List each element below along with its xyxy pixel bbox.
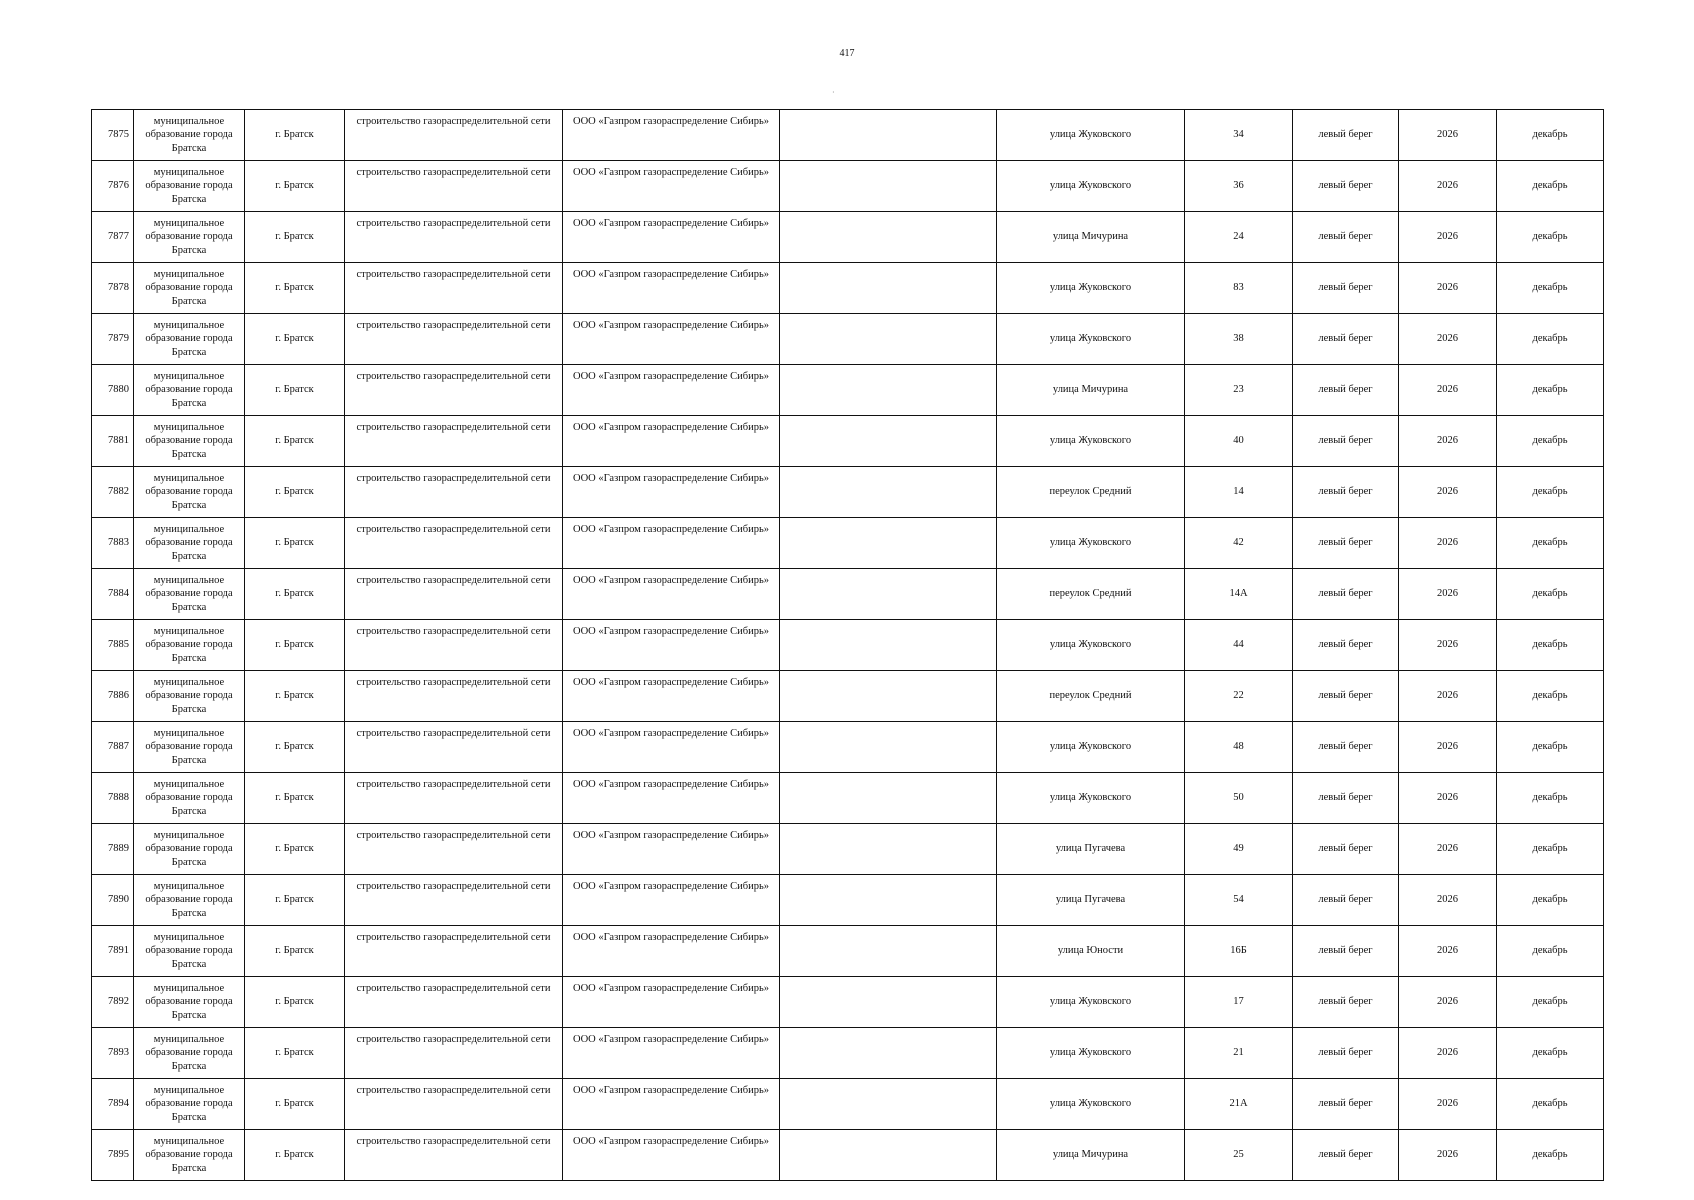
- work-type-cell: строительство газораспределительной сети: [345, 1079, 563, 1130]
- organization-cell: ООО «Газпром газораспределение Сибирь»: [563, 212, 780, 263]
- row-number-cell: 7886: [92, 671, 134, 722]
- work-type-cell: строительство газораспределительной сети: [345, 773, 563, 824]
- municipality-cell: муниципальное образование города Братска: [134, 263, 245, 314]
- year-cell: 2026: [1399, 1079, 1497, 1130]
- year-cell: 2026: [1399, 773, 1497, 824]
- month-cell: декабрь: [1497, 416, 1604, 467]
- row-number-cell: 7885: [92, 620, 134, 671]
- year-cell: 2026: [1399, 314, 1497, 365]
- city-cell: г. Братск: [245, 824, 345, 875]
- municipality-cell: муниципальное образование города Братска: [134, 722, 245, 773]
- street-cell: улица Жуковского: [997, 773, 1185, 824]
- registry-table: [91, 109, 1604, 1181]
- month-cell: декабрь: [1497, 1079, 1604, 1130]
- organization-cell: ООО «Газпром газораспределение Сибирь»: [563, 263, 780, 314]
- city-cell: г. Братск: [245, 977, 345, 1028]
- scan-mark: ·: [832, 88, 835, 97]
- row-number-cell: 7877: [92, 212, 134, 263]
- house-number-cell: 40: [1185, 416, 1293, 467]
- row-number-cell: 7879: [92, 314, 134, 365]
- empty-cell: [780, 773, 997, 824]
- year-cell: 2026: [1399, 518, 1497, 569]
- municipality-cell: муниципальное образование города Братска: [134, 314, 245, 365]
- table-row: [92, 926, 1604, 977]
- street-cell: улица Мичурина: [997, 212, 1185, 263]
- table-row: [92, 620, 1604, 671]
- city-cell: г. Братск: [245, 722, 345, 773]
- empty-cell: [780, 875, 997, 926]
- street-cell: улица Мичурина: [997, 365, 1185, 416]
- year-cell: 2026: [1399, 1028, 1497, 1079]
- organization-cell: ООО «Газпром газораспределение Сибирь»: [563, 1028, 780, 1079]
- municipality-cell: муниципальное образование города Братска: [134, 518, 245, 569]
- municipality-cell: муниципальное образование города Братска: [134, 569, 245, 620]
- house-number-cell: 22: [1185, 671, 1293, 722]
- table-row: [92, 416, 1604, 467]
- empty-cell: [780, 671, 997, 722]
- street-cell: улица Жуковского: [997, 1028, 1185, 1079]
- street-cell: улица Жуковского: [997, 722, 1185, 773]
- table-row: [92, 518, 1604, 569]
- table-row: [92, 1028, 1604, 1079]
- work-type-cell: строительство газораспределительной сети: [345, 620, 563, 671]
- year-cell: 2026: [1399, 365, 1497, 416]
- city-cell: г. Братск: [245, 365, 345, 416]
- river-bank-cell: левый берег: [1293, 518, 1399, 569]
- street-cell: улица Жуковского: [997, 518, 1185, 569]
- empty-cell: [780, 1130, 997, 1181]
- row-number-cell: 7894: [92, 1079, 134, 1130]
- row-number-cell: 7887: [92, 722, 134, 773]
- work-type-cell: строительство газораспределительной сети: [345, 875, 563, 926]
- table-row: [92, 1130, 1604, 1181]
- city-cell: г. Братск: [245, 1130, 345, 1181]
- river-bank-cell: левый берег: [1293, 110, 1399, 161]
- organization-cell: ООО «Газпром газораспределение Сибирь»: [563, 824, 780, 875]
- river-bank-cell: левый берег: [1293, 1130, 1399, 1181]
- year-cell: 2026: [1399, 926, 1497, 977]
- organization-cell: ООО «Газпром газораспределение Сибирь»: [563, 1079, 780, 1130]
- work-type-cell: строительство газораспределительной сети: [345, 161, 563, 212]
- month-cell: декабрь: [1497, 824, 1604, 875]
- empty-cell: [780, 110, 997, 161]
- year-cell: 2026: [1399, 1130, 1497, 1181]
- house-number-cell: 44: [1185, 620, 1293, 671]
- city-cell: г. Братск: [245, 671, 345, 722]
- street-cell: улица Жуковского: [997, 977, 1185, 1028]
- year-cell: 2026: [1399, 671, 1497, 722]
- month-cell: декабрь: [1497, 263, 1604, 314]
- river-bank-cell: левый берег: [1293, 467, 1399, 518]
- city-cell: г. Братск: [245, 263, 345, 314]
- house-number-cell: 24: [1185, 212, 1293, 263]
- municipality-cell: муниципальное образование города Братска: [134, 1130, 245, 1181]
- row-number-cell: 7890: [92, 875, 134, 926]
- river-bank-cell: левый берег: [1293, 977, 1399, 1028]
- river-bank-cell: левый берег: [1293, 824, 1399, 875]
- house-number-cell: 83: [1185, 263, 1293, 314]
- table-row: [92, 824, 1604, 875]
- municipality-cell: муниципальное образование города Братска: [134, 926, 245, 977]
- row-number-cell: 7881: [92, 416, 134, 467]
- river-bank-cell: левый берег: [1293, 416, 1399, 467]
- street-cell: улица Пугачева: [997, 875, 1185, 926]
- house-number-cell: 38: [1185, 314, 1293, 365]
- city-cell: г. Братск: [245, 875, 345, 926]
- river-bank-cell: левый берег: [1293, 875, 1399, 926]
- month-cell: декабрь: [1497, 161, 1604, 212]
- empty-cell: [780, 161, 997, 212]
- month-cell: декабрь: [1497, 314, 1604, 365]
- row-number-cell: 7891: [92, 926, 134, 977]
- year-cell: 2026: [1399, 161, 1497, 212]
- street-cell: улица Жуковского: [997, 161, 1185, 212]
- street-cell: переулок Средний: [997, 569, 1185, 620]
- empty-cell: [780, 569, 997, 620]
- organization-cell: ООО «Газпром газораспределение Сибирь»: [563, 722, 780, 773]
- month-cell: декабрь: [1497, 1028, 1604, 1079]
- organization-cell: ООО «Газпром газораспределение Сибирь»: [563, 416, 780, 467]
- table-row: [92, 977, 1604, 1028]
- city-cell: г. Братск: [245, 518, 345, 569]
- month-cell: декабрь: [1497, 977, 1604, 1028]
- row-number-cell: 7876: [92, 161, 134, 212]
- street-cell: переулок Средний: [997, 671, 1185, 722]
- municipality-cell: муниципальное образование города Братска: [134, 620, 245, 671]
- empty-cell: [780, 977, 997, 1028]
- table-row: [92, 467, 1604, 518]
- city-cell: г. Братск: [245, 161, 345, 212]
- year-cell: 2026: [1399, 263, 1497, 314]
- table-row: [92, 110, 1604, 161]
- table-row: [92, 722, 1604, 773]
- table-row: [92, 671, 1604, 722]
- month-cell: декабрь: [1497, 467, 1604, 518]
- row-number-cell: 7875: [92, 110, 134, 161]
- work-type-cell: строительство газораспределительной сети: [345, 569, 563, 620]
- table-row: [92, 773, 1604, 824]
- river-bank-cell: левый берег: [1293, 773, 1399, 824]
- month-cell: декабрь: [1497, 875, 1604, 926]
- river-bank-cell: левый берег: [1293, 314, 1399, 365]
- row-number-cell: 7883: [92, 518, 134, 569]
- month-cell: декабрь: [1497, 722, 1604, 773]
- city-cell: г. Братск: [245, 467, 345, 518]
- street-cell: улица Жуковского: [997, 263, 1185, 314]
- empty-cell: [780, 416, 997, 467]
- year-cell: 2026: [1399, 824, 1497, 875]
- river-bank-cell: левый берег: [1293, 161, 1399, 212]
- city-cell: г. Братск: [245, 416, 345, 467]
- house-number-cell: 21: [1185, 1028, 1293, 1079]
- month-cell: декабрь: [1497, 365, 1604, 416]
- house-number-cell: 36: [1185, 161, 1293, 212]
- street-cell: улица Мичурина: [997, 1130, 1185, 1181]
- work-type-cell: строительство газораспределительной сети: [345, 1028, 563, 1079]
- street-cell: улица Жуковского: [997, 416, 1185, 467]
- work-type-cell: строительство газораспределительной сети: [345, 212, 563, 263]
- house-number-cell: 49: [1185, 824, 1293, 875]
- city-cell: г. Братск: [245, 926, 345, 977]
- work-type-cell: строительство газораспределительной сети: [345, 314, 563, 365]
- municipality-cell: муниципальное образование города Братска: [134, 1028, 245, 1079]
- municipality-cell: муниципальное образование города Братска: [134, 1079, 245, 1130]
- month-cell: декабрь: [1497, 773, 1604, 824]
- municipality-cell: муниципальное образование города Братска: [134, 773, 245, 824]
- street-cell: улица Пугачева: [997, 824, 1185, 875]
- organization-cell: ООО «Газпром газораспределение Сибирь»: [563, 314, 780, 365]
- municipality-cell: муниципальное образование города Братска: [134, 824, 245, 875]
- empty-cell: [780, 1028, 997, 1079]
- work-type-cell: строительство газораспределительной сети: [345, 365, 563, 416]
- work-type-cell: строительство газораспределительной сети: [345, 110, 563, 161]
- organization-cell: ООО «Газпром газораспределение Сибирь»: [563, 977, 780, 1028]
- table-row: [92, 263, 1604, 314]
- table-row: [92, 569, 1604, 620]
- table-row: [92, 1079, 1604, 1130]
- organization-cell: ООО «Газпром газораспределение Сибирь»: [563, 620, 780, 671]
- work-type-cell: строительство газораспределительной сети: [345, 263, 563, 314]
- organization-cell: ООО «Газпром газораспределение Сибирь»: [563, 875, 780, 926]
- empty-cell: [780, 467, 997, 518]
- river-bank-cell: левый берег: [1293, 365, 1399, 416]
- empty-cell: [780, 620, 997, 671]
- organization-cell: ООО «Газпром газораспределение Сибирь»: [563, 110, 780, 161]
- year-cell: 2026: [1399, 416, 1497, 467]
- row-number-cell: 7884: [92, 569, 134, 620]
- river-bank-cell: левый берег: [1293, 263, 1399, 314]
- month-cell: декабрь: [1497, 212, 1604, 263]
- organization-cell: ООО «Газпром газораспределение Сибирь»: [563, 518, 780, 569]
- row-number-cell: 7892: [92, 977, 134, 1028]
- work-type-cell: строительство газораспределительной сети: [345, 824, 563, 875]
- house-number-cell: 25: [1185, 1130, 1293, 1181]
- river-bank-cell: левый берег: [1293, 926, 1399, 977]
- year-cell: 2026: [1399, 977, 1497, 1028]
- organization-cell: ООО «Газпром газораспределение Сибирь»: [563, 671, 780, 722]
- city-cell: г. Братск: [245, 773, 345, 824]
- organization-cell: ООО «Газпром газораспределение Сибирь»: [563, 773, 780, 824]
- month-cell: декабрь: [1497, 569, 1604, 620]
- month-cell: декабрь: [1497, 1130, 1604, 1181]
- organization-cell: ООО «Газпром газораспределение Сибирь»: [563, 467, 780, 518]
- organization-cell: ООО «Газпром газораспределение Сибирь»: [563, 569, 780, 620]
- row-number-cell: 7880: [92, 365, 134, 416]
- river-bank-cell: левый берег: [1293, 1079, 1399, 1130]
- house-number-cell: 54: [1185, 875, 1293, 926]
- row-number-cell: 7888: [92, 773, 134, 824]
- street-cell: улица Жуковского: [997, 314, 1185, 365]
- city-cell: г. Братск: [245, 314, 345, 365]
- municipality-cell: муниципальное образование города Братска: [134, 161, 245, 212]
- table-row: [92, 365, 1604, 416]
- street-cell: улица Жуковского: [997, 110, 1185, 161]
- year-cell: 2026: [1399, 620, 1497, 671]
- house-number-cell: 21А: [1185, 1079, 1293, 1130]
- municipality-cell: муниципальное образование города Братска: [134, 110, 245, 161]
- organization-cell: ООО «Газпром газораспределение Сибирь»: [563, 365, 780, 416]
- municipality-cell: муниципальное образование города Братска: [134, 875, 245, 926]
- city-cell: г. Братск: [245, 620, 345, 671]
- work-type-cell: строительство газораспределительной сети: [345, 977, 563, 1028]
- house-number-cell: 17: [1185, 977, 1293, 1028]
- municipality-cell: муниципальное образование города Братска: [134, 416, 245, 467]
- empty-cell: [780, 365, 997, 416]
- city-cell: г. Братск: [245, 1079, 345, 1130]
- municipality-cell: муниципальное образование города Братска: [134, 467, 245, 518]
- house-number-cell: 42: [1185, 518, 1293, 569]
- row-number-cell: 7895: [92, 1130, 134, 1181]
- empty-cell: [780, 926, 997, 977]
- municipality-cell: муниципальное образование города Братска: [134, 212, 245, 263]
- river-bank-cell: левый берег: [1293, 620, 1399, 671]
- table-row: [92, 212, 1604, 263]
- month-cell: декабрь: [1497, 620, 1604, 671]
- work-type-cell: строительство газораспределительной сети: [345, 518, 563, 569]
- house-number-cell: 16Б: [1185, 926, 1293, 977]
- street-cell: переулок Средний: [997, 467, 1185, 518]
- river-bank-cell: левый берег: [1293, 569, 1399, 620]
- house-number-cell: 14: [1185, 467, 1293, 518]
- empty-cell: [780, 722, 997, 773]
- empty-cell: [780, 824, 997, 875]
- work-type-cell: строительство газораспределительной сети: [345, 671, 563, 722]
- year-cell: 2026: [1399, 467, 1497, 518]
- work-type-cell: строительство газораспределительной сети: [345, 722, 563, 773]
- empty-cell: [780, 518, 997, 569]
- house-number-cell: 14А: [1185, 569, 1293, 620]
- house-number-cell: 50: [1185, 773, 1293, 824]
- work-type-cell: строительство газораспределительной сети: [345, 926, 563, 977]
- table-row: [92, 314, 1604, 365]
- organization-cell: ООО «Газпром газораспределение Сибирь»: [563, 926, 780, 977]
- year-cell: 2026: [1399, 212, 1497, 263]
- month-cell: декабрь: [1497, 110, 1604, 161]
- work-type-cell: строительство газораспределительной сети: [345, 416, 563, 467]
- year-cell: 2026: [1399, 875, 1497, 926]
- street-cell: улица Юности: [997, 926, 1185, 977]
- month-cell: декабрь: [1497, 671, 1604, 722]
- municipality-cell: муниципальное образование города Братска: [134, 671, 245, 722]
- month-cell: декабрь: [1497, 518, 1604, 569]
- river-bank-cell: левый берег: [1293, 212, 1399, 263]
- row-number-cell: 7878: [92, 263, 134, 314]
- year-cell: 2026: [1399, 722, 1497, 773]
- year-cell: 2026: [1399, 569, 1497, 620]
- city-cell: г. Братск: [245, 212, 345, 263]
- table-row: [92, 161, 1604, 212]
- month-cell: декабрь: [1497, 926, 1604, 977]
- city-cell: г. Братск: [245, 1028, 345, 1079]
- river-bank-cell: левый берег: [1293, 1028, 1399, 1079]
- year-cell: 2026: [1399, 110, 1497, 161]
- page-number: 417: [839, 48, 855, 59]
- row-number-cell: 7882: [92, 467, 134, 518]
- table-row: [92, 875, 1604, 926]
- work-type-cell: строительство газораспределительной сети: [345, 1130, 563, 1181]
- city-cell: г. Братск: [245, 569, 345, 620]
- empty-cell: [780, 1079, 997, 1130]
- row-number-cell: 7889: [92, 824, 134, 875]
- row-number-cell: 7893: [92, 1028, 134, 1079]
- city-cell: г. Братск: [245, 110, 345, 161]
- municipality-cell: муниципальное образование города Братска: [134, 977, 245, 1028]
- river-bank-cell: левый берег: [1293, 722, 1399, 773]
- street-cell: улица Жуковского: [997, 620, 1185, 671]
- empty-cell: [780, 263, 997, 314]
- organization-cell: ООО «Газпром газораспределение Сибирь»: [563, 1130, 780, 1181]
- empty-cell: [780, 212, 997, 263]
- empty-cell: [780, 314, 997, 365]
- organization-cell: ООО «Газпром газораспределение Сибирь»: [563, 161, 780, 212]
- street-cell: улица Жуковского: [997, 1079, 1185, 1130]
- house-number-cell: 48: [1185, 722, 1293, 773]
- house-number-cell: 23: [1185, 365, 1293, 416]
- river-bank-cell: левый берег: [1293, 671, 1399, 722]
- house-number-cell: 34: [1185, 110, 1293, 161]
- registry-table-body: [92, 110, 1604, 1181]
- work-type-cell: строительство газораспределительной сети: [345, 467, 563, 518]
- municipality-cell: муниципальное образование города Братска: [134, 365, 245, 416]
